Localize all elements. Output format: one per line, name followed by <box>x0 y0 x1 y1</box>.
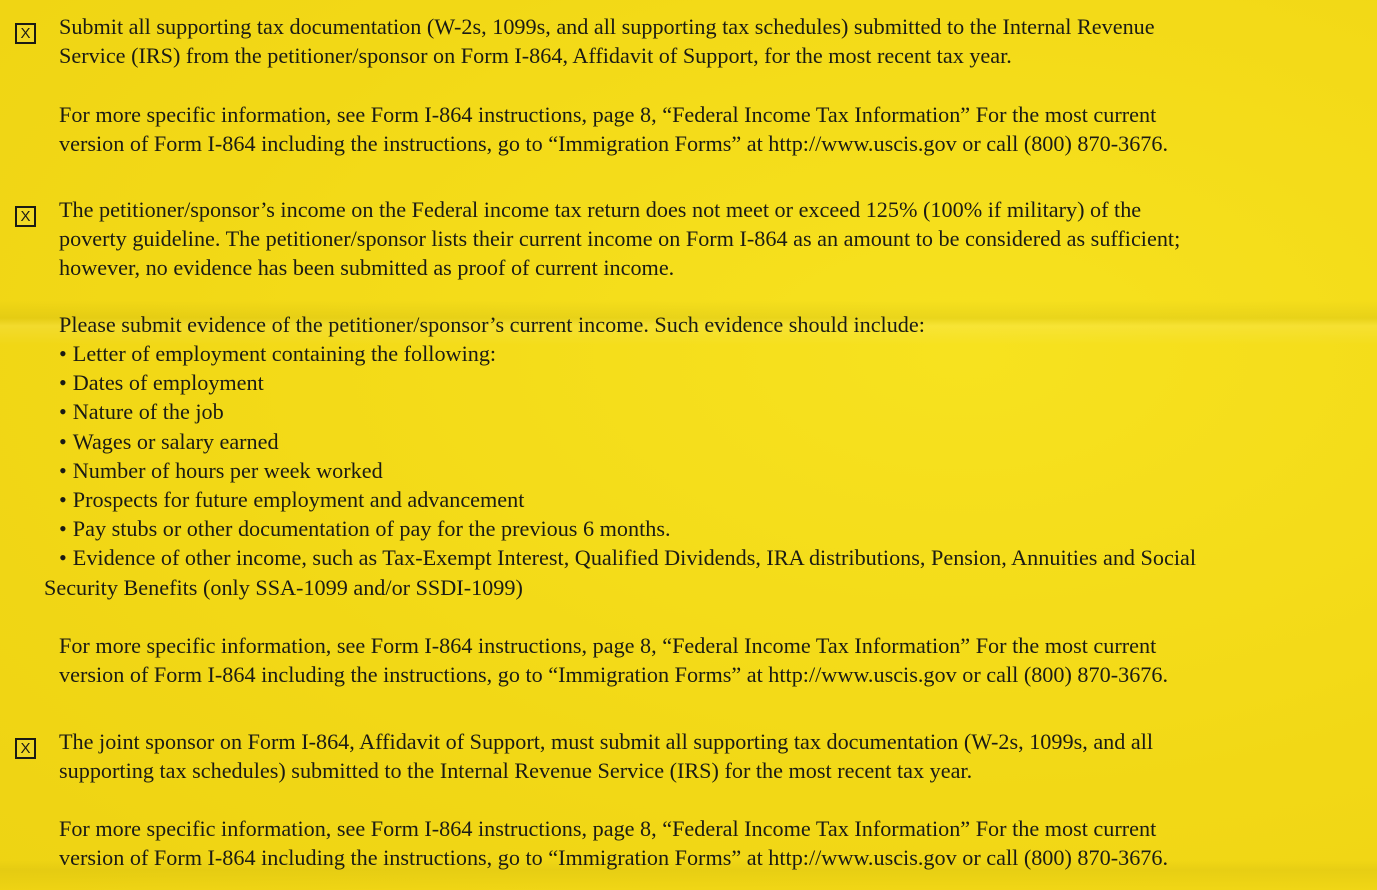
info-text <box>59 100 1359 158</box>
text-line: For more specific information, see Form I-864 instructions, page 8, “Federal Income Tax Information” For the most current <box>59 633 1157 658</box>
requirement-text <box>59 195 1359 282</box>
text-line: supporting tax schedules) submitted to the Internal Revenue Service (IRS) for the most recent tax year. <box>59 758 973 783</box>
text-line: For more specific information, see Form I-864 instructions, page 8, “Federal Income Tax Information” For the most current <box>59 102 1157 127</box>
list-item: • Dates of employment <box>59 368 1359 397</box>
list-item: • Number of hours per week worked <box>59 456 1359 485</box>
text-line: Service (IRS) from the petitioner/sponsor on Form I-864, Affidavit of Support, for the most recent tax year. <box>59 43 1012 68</box>
list-item: • Evidence of other income, such as Tax-Exempt Interest, Qualified Dividends, IRA distributions, Pension, Annuities and Social Security Benefits (only SSA-1099 and/or SSDI-1099) <box>59 543 1359 601</box>
evidence-list <box>44 339 1359 602</box>
text-line: however, no evidence has been submitted as proof of current income. <box>59 255 675 280</box>
requirement-text <box>59 727 1359 785</box>
evidence-intro <box>59 310 1359 339</box>
text-line: Submit all supporting tax documentation (W-2s, 1099s, and all supporting tax schedules) submitted to the Internal Revenue <box>59 14 1155 39</box>
list-item: • Pay stubs or other documentation of pay for the previous 6 months. <box>59 514 1359 543</box>
text-line: version of Form I-864 including the instructions, go to “Immigration Forms” at http://www.uscis.gov or call (800) 870-3676. <box>59 845 1169 870</box>
info-text <box>59 814 1359 872</box>
requirement-text <box>59 12 1359 70</box>
text-line: version of Form I-864 including the instructions, go to “Immigration Forms” at http://www.uscis.gov or call (800) 870-3676. <box>59 131 1169 156</box>
text-line: poverty guideline. The petitioner/sponsor lists their current income on Form I-864 as an amount to be considered as sufficient; <box>59 226 1181 251</box>
checkbox-marked: X <box>15 206 36 227</box>
text-line: version of Form I-864 including the instructions, go to “Immigration Forms” at http://www.uscis.gov or call (800) 870-3676. <box>59 662 1169 687</box>
checkbox-marked: X <box>15 738 36 759</box>
text-line: The joint sponsor on Form I-864, Affidavit of Support, must submit all supporting tax documentation (W-2s, 1099s, and all <box>59 729 1154 754</box>
text-line: For more specific information, see Form I-864 instructions, page 8, “Federal Income Tax Information” For the most current <box>59 816 1157 841</box>
list-item: • Letter of employment containing the following: <box>59 339 1359 368</box>
text-line: The petitioner/sponsor’s income on the Federal income tax return does not meet or exceed 125% (100% if military) of the <box>59 197 1142 222</box>
text-line: Security Benefits (only SSA-1099 and/or SSDI-1099) <box>44 574 523 600</box>
checkbox-marked: X <box>15 23 36 44</box>
text-line: Please submit evidence of the petitioner/sponsor’s current income. Such evidence should include: <box>59 312 925 337</box>
list-item: • Wages or salary earned <box>59 427 1359 456</box>
info-text <box>59 631 1359 689</box>
list-item: • Nature of the job <box>59 397 1359 426</box>
list-item: • Prospects for future employment and advancement <box>59 485 1359 514</box>
